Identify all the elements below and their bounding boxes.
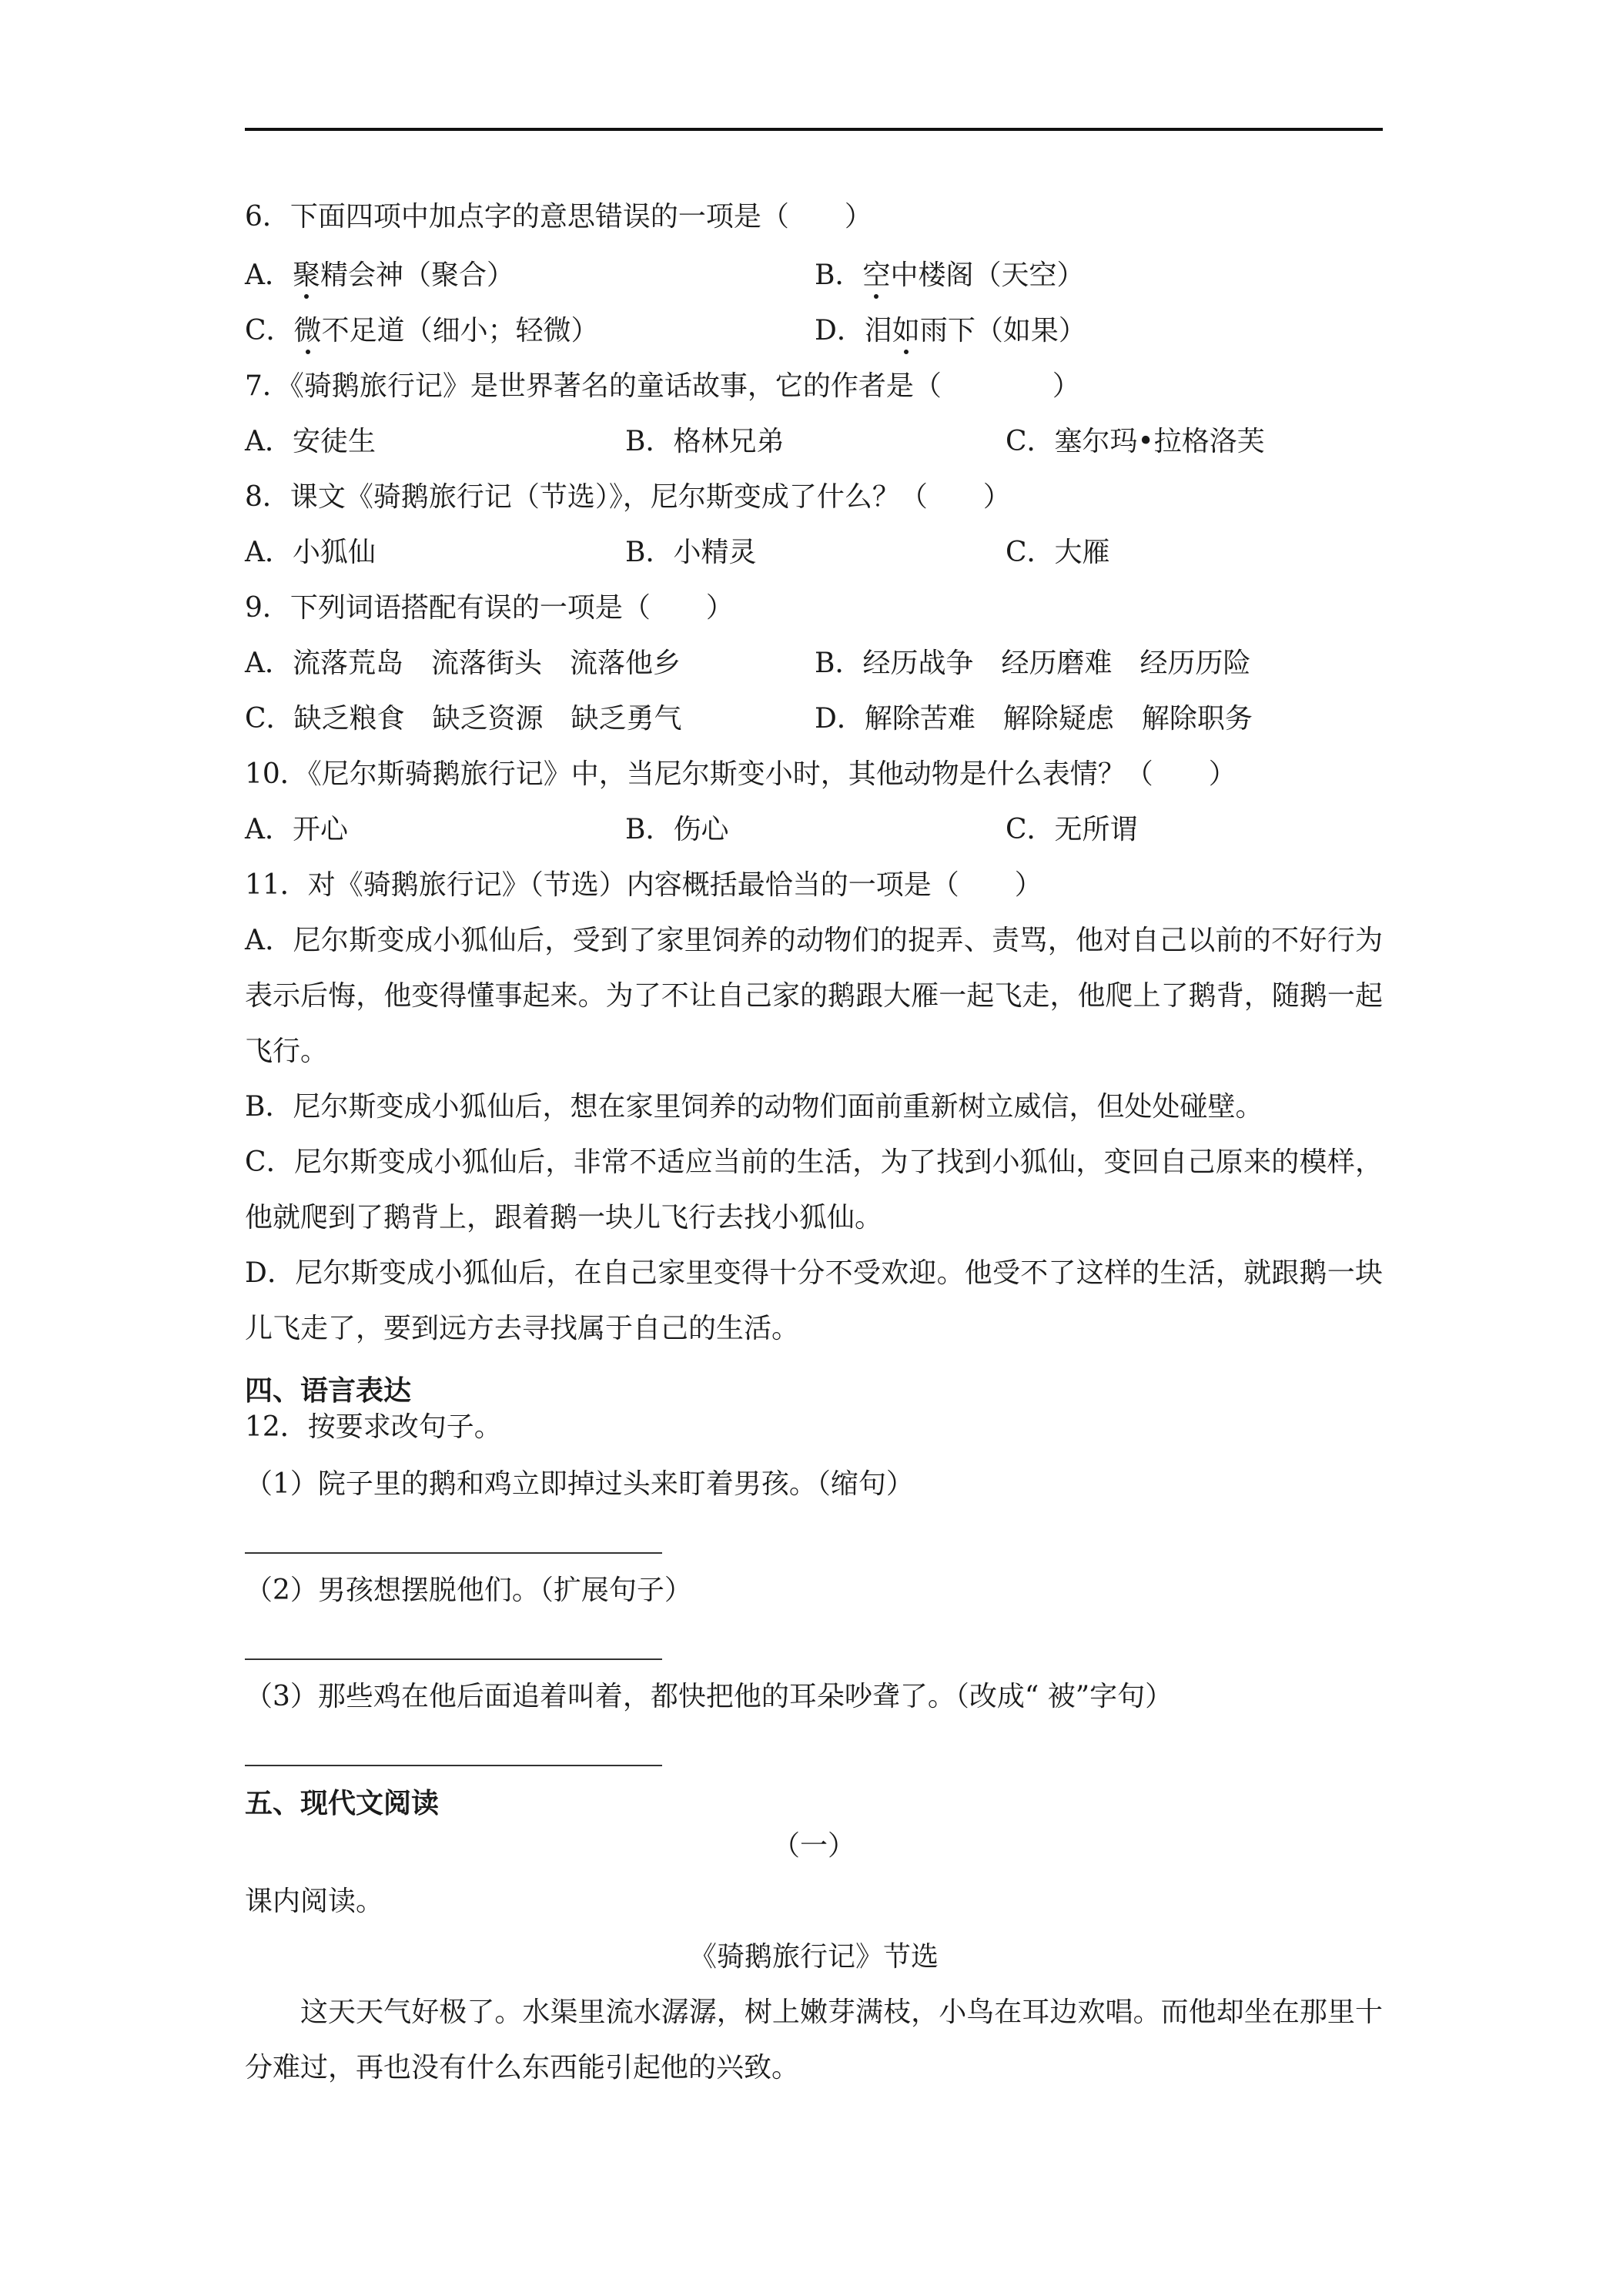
q7-option-b: B．格林兄弟 <box>625 426 785 457</box>
q7-option-c: C．塞尔玛•拉格洛芙 <box>1006 426 1265 457</box>
q6-option-d-dotted-char: 如 <box>892 315 920 346</box>
q10-stem: 10．《尼尔斯骑鹅旅行记》中，当尼尔斯变小时，其他动物是什么表情？（ ） <box>245 758 1236 790</box>
q6-option-b-dotted-char: 空 <box>862 259 891 291</box>
section5-title: 五、现代文阅读 <box>245 1787 440 1819</box>
passage-title: 《骑鹅旅行记》节选 <box>688 1941 939 1973</box>
q11-stem: 11．对《骑鹅旅行记》（节选）内容概括最恰当的一项是（ ） <box>245 869 1042 901</box>
q7-option-a: A．安徒生 <box>245 426 376 457</box>
section5-part: （一） <box>771 1830 855 1862</box>
answer-line-1[interactable] <box>245 1552 662 1554</box>
q10-option-b: B．伤心 <box>625 814 729 845</box>
header-rule <box>245 128 1383 131</box>
q6-option-c-rest: 不足道（细小；轻微） <box>321 315 599 346</box>
q6-option-c-prefix: C． <box>245 315 294 346</box>
q9-option-a: A．流落荒岛 流落街头 流落他乡 <box>245 648 681 679</box>
q6-option-a-rest: 精会神（聚合） <box>320 259 515 291</box>
q11-option-c: C．尼尔斯变成小狐仙后，非常不适应当前的生活，为了找到小狐仙，变回自己原来的模样，他就爬到了鹅背上，跟着鹅一块儿飞行去找小狐仙。 <box>245 1146 1383 1233</box>
q8-option-c: C．大雁 <box>1006 537 1110 568</box>
q12-sub-3: （3）那些鸡在他后面追着叫着，都快把他的耳朵吵聋了。（改成“ 被”字句） <box>245 1681 1173 1712</box>
q9-option-b: B．经历战争 经历磨难 经历历险 <box>815 648 1251 679</box>
q10-option-c: C．无所谓 <box>1006 814 1138 845</box>
q6-option-b-prefix: B． <box>815 259 863 291</box>
q6-option-b <box>815 257 1085 294</box>
q6-option-a-dotted-char: 聚 <box>293 259 321 291</box>
section4-title: 四、语言表达 <box>245 1374 412 1407</box>
q6-option-b-rest: 中楼阁（天空） <box>890 259 1085 291</box>
q9-stem: 9．下列词语搭配有误的一项是（ ） <box>245 592 734 624</box>
q6-stem: 6．下面四项中加点字的意思错误的一项是（ ） <box>245 201 872 233</box>
q11-option-a: A．尼尔斯变成小狐仙后，受到了家里饲养的动物们的捉弄、责骂，他对自己以前的不好行为表示后悔，他变得懂事起来。为了不让自己家的鹅跟大雁一起飞走，他爬上了鹅背，随鹅一起飞行。 <box>245 925 1383 1067</box>
q12-stem: 12．按要求改句子。 <box>245 1411 502 1443</box>
q6-option-d-rest: 雨下（如果） <box>919 315 1086 346</box>
q8-option-a: A．小狐仙 <box>245 537 376 568</box>
q9-option-c: C．缺乏粮食 缺乏资源 缺乏勇气 <box>245 703 682 735</box>
q6-option-a <box>245 257 514 294</box>
q6-option-a-prefix: A． <box>245 259 293 291</box>
q6-option-c <box>245 313 599 350</box>
q9-option-d: D．解除苦难 解除疑虑 解除职务 <box>815 703 1253 735</box>
q12-sub-2: （2）男孩想摆脱他们。（扩展句子） <box>245 1575 692 1606</box>
q6-option-c-dotted-char: 微 <box>293 315 322 346</box>
q12-sub-1: （1）院子里的鹅和鸡立即掉过头来盯着男孩。（缩句） <box>245 1468 914 1500</box>
q7-stem: 7．《骑鹅旅行记》是世界著名的童话故事，它的作者是（ ） <box>245 370 1080 402</box>
q8-option-b: B．小精灵 <box>625 537 757 568</box>
q6-option-d-prefix: D．泪 <box>815 315 892 346</box>
section5-intro: 课内阅读。 <box>245 1886 384 1917</box>
answer-line-2[interactable] <box>245 1658 662 1660</box>
q11-option-d: D．尼尔斯变成小狐仙后，在自己家里变得十分不受欢迎。他受不了这样的生活，就跟鹅一块儿飞走了，要到远方去寻找属于自己的生活。 <box>245 1257 1383 1344</box>
q6-option-d <box>815 313 1086 350</box>
q11-option-b: B．尼尔斯变成小狐仙后，想在家里饲养的动物们面前重新树立威信，但处处碰壁。 <box>245 1091 1263 1123</box>
q10-option-a: A．开心 <box>245 814 348 845</box>
answer-line-3[interactable] <box>245 1765 662 1766</box>
passage-text: 这天天气好极了。水渠里流水潺潺，树上嫩芽满枝，小鸟在耳边欢唱。而他却坐在那里十分难过，再也没有什么东西能引起他的兴致。 <box>245 1996 1383 2083</box>
q8-stem: 8．课文《骑鹅旅行记（节选）》，尼尔斯变成了什么？（ ） <box>245 481 1011 513</box>
